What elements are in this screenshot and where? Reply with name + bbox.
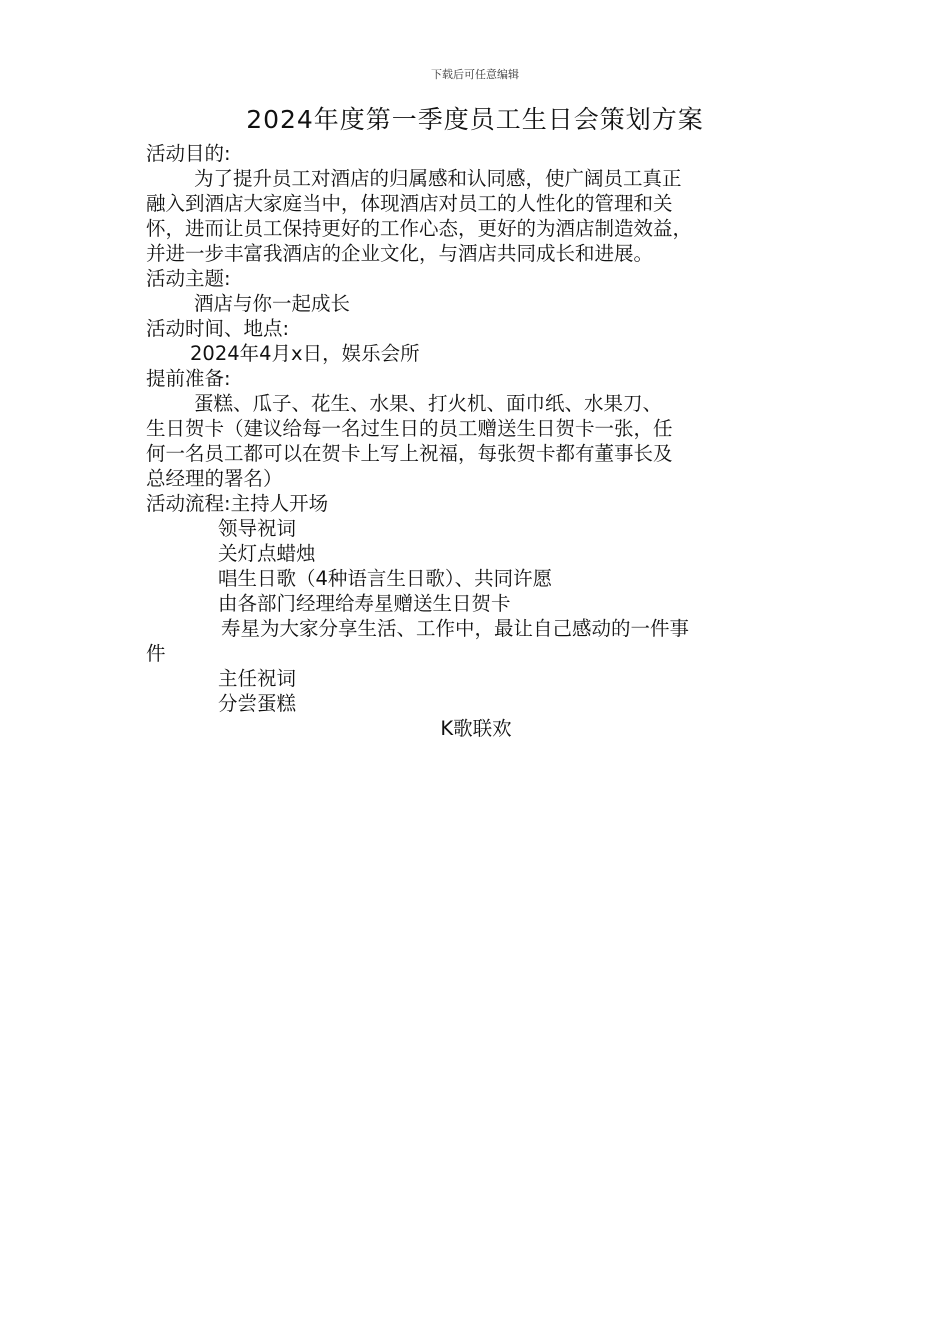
- process-heading: [146, 491, 816, 516]
- process-step: 寿星为大家分享生活、工作中，最让自己感动的一件事: [221, 617, 690, 640]
- theme-label: 活动主题:: [146, 267, 231, 290]
- process-label: 活动流程:: [146, 492, 231, 515]
- preparation-line: 总经理的署名）: [146, 467, 283, 490]
- purpose-line: 并进一步丰富我酒店的企业文化，与酒店共同成长和进展。: [146, 242, 654, 265]
- document-title: 2024年度第一季度员工生日会策划方案: [246, 105, 704, 134]
- process-step: 唱生日歌（4种语言生日歌）、共同许愿: [218, 567, 553, 590]
- time-place-label: 活动时间、地点:: [146, 317, 290, 340]
- purpose-line: 怀，进而让员工保持更好的工作心态，更好的为酒店制造效益，: [146, 217, 693, 240]
- process-step: 分尝蛋糕: [218, 692, 297, 715]
- process-step: 由各部门经理给寿星赠送生日贺卡: [218, 592, 511, 615]
- purpose-line: 为了提升员工对酒店的归属感和认同感，使广阔员工真正: [194, 167, 682, 190]
- process-step-continued: 件: [146, 642, 166, 665]
- process-final-step: K歌联欢: [440, 717, 512, 740]
- preparation-line: 蛋糕、瓜子、花生、水果、打火机、面巾纸、水果刀、: [194, 392, 663, 415]
- process-step: 主任祝词: [218, 667, 297, 690]
- purpose-label: 活动目的:: [146, 142, 231, 165]
- preparation-label: 提前准备:: [146, 367, 231, 390]
- preparation-line: 何一名员工都可以在贺卡上写上祝福，每张贺卡都有董事长及: [146, 442, 673, 465]
- purpose-line: 融入到酒店大家庭当中，体现酒店对员工的人性化的管理和关: [146, 192, 673, 215]
- header-note: 下载后可任意编辑: [431, 68, 519, 81]
- theme-value: 酒店与你一起成长: [194, 292, 351, 315]
- preparation-line: 生日贺卡（建议给每一名过生日的员工赠送生日贺卡一张，任: [146, 417, 673, 440]
- process-step: 关灯点蜡烛: [218, 542, 316, 565]
- process-step: 领导祝词: [218, 517, 297, 540]
- process-step: 主持人开场: [230, 492, 329, 515]
- document-body: [146, 141, 816, 741]
- time-place-value: 2024年4月x日，娱乐会所: [190, 342, 420, 365]
